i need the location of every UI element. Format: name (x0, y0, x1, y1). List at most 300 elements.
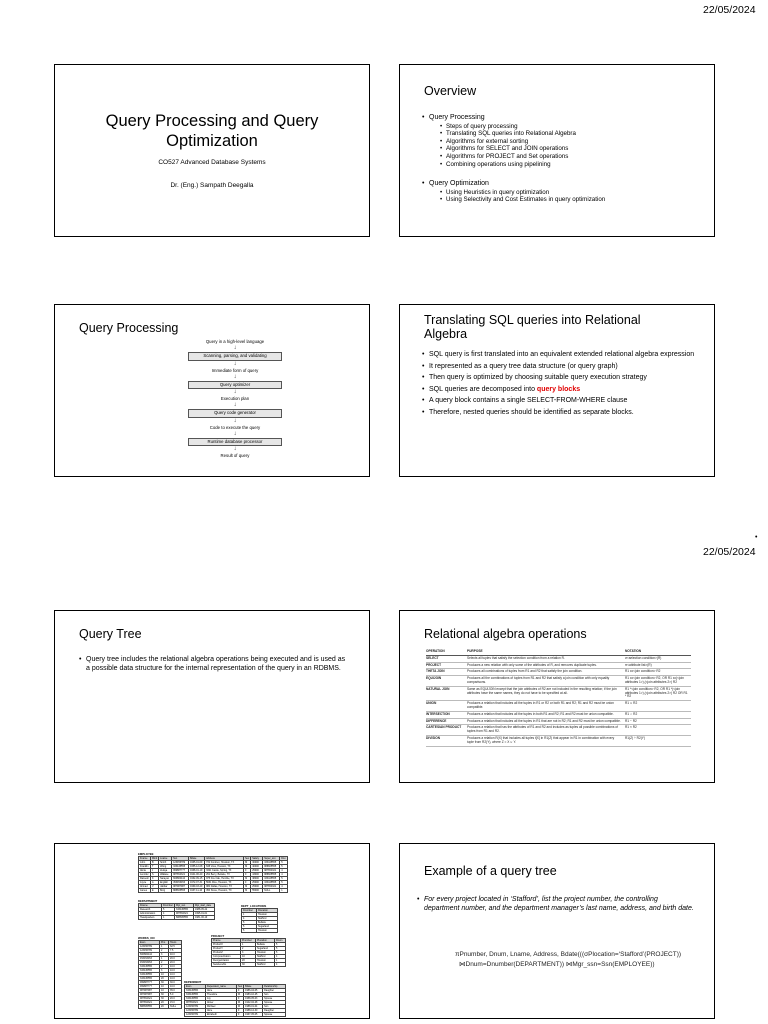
table-cell: 38000 (251, 877, 263, 881)
table-cell: Sugarland (256, 947, 275, 951)
table-cell: M (237, 1005, 244, 1009)
relational-algebra-expression (455, 950, 685, 970)
table-cell: 123456789 (185, 1013, 206, 1017)
example-query-text: • For every project located in ‘Stafford’, list the project number, the controlling department number, and the department manager’s last name, address, and birth date. (424, 896, 694, 913)
table-cell: 987654321 (263, 869, 280, 873)
table-cell: 7.5 (169, 949, 182, 953)
table-cell: R1 ∩ R2 (625, 711, 691, 718)
table-cell: Stafford (256, 955, 275, 959)
list-item: • SQL query is first translated into an equivalent extended relational algebra expression (422, 351, 704, 360)
table-cell: 10.0 (169, 973, 182, 977)
table-cell: Headquarters (139, 916, 162, 920)
table-cell: 731 Fondren, Houston, TX (205, 861, 244, 865)
column-header: Essn (139, 941, 160, 945)
table-cell: 4 (242, 917, 257, 921)
table-cell: 975 Fire Oak, Humble, TX (205, 877, 244, 881)
table-cell: 333445555 (172, 865, 189, 869)
table-cell: 20 (160, 1001, 169, 1005)
table-row (139, 881, 288, 885)
table-cell: Houston (257, 929, 278, 933)
table-cell: 333445555 (139, 965, 160, 969)
bullet-list (422, 351, 704, 419)
table-cell: CARTESIAN PRODUCT (426, 725, 467, 736)
table-cell: 453453453 (139, 961, 160, 965)
table-cell: Alice (206, 989, 237, 993)
table-cell: R1 − R2 (625, 718, 691, 725)
table-cell: J (151, 869, 159, 873)
table-cell: 453453453 (172, 881, 189, 885)
table-cell: 30 (160, 997, 169, 1001)
table-cell: 1 (242, 913, 257, 917)
table-cell: 888665555 (172, 889, 189, 893)
table-cell: Stafford (257, 917, 278, 921)
table-cell: 5 (280, 861, 287, 865)
table-cell: 888665555 (263, 865, 280, 869)
slide-heading: Query Tree (79, 627, 142, 641)
table-cell: 666884444 (172, 877, 189, 881)
table-cell: 1986-04-05 (244, 989, 263, 993)
table-cell: M (237, 1001, 244, 1005)
list-item: • A query block contains a single SELECT-FROM-WHERE clause (422, 397, 704, 406)
column-header: Dname (139, 904, 162, 908)
table-row (426, 669, 691, 676)
table-cell: 20 (160, 977, 169, 981)
table-cell: Research (139, 908, 162, 912)
flow-box: Scanning, parsing, and validating (188, 352, 282, 361)
table-cell: 10 (160, 989, 169, 993)
table-cell: Daughter (263, 1009, 286, 1013)
table-cell: 4 (280, 885, 287, 889)
column-header: Pnumber (241, 939, 256, 943)
table-cell: THETA JOIN (426, 669, 467, 676)
table-cell: M (244, 889, 251, 893)
column-header: Essn (185, 985, 206, 989)
table-row (426, 676, 691, 687)
table-cell: 1965-01-09 (189, 861, 205, 865)
works-on-table (138, 940, 182, 1009)
table-cell: 10 (160, 973, 169, 977)
table-cell: John (139, 861, 151, 865)
table-cell: σ<selection condition>(R) (625, 655, 691, 662)
table-row (139, 869, 288, 873)
column-header: Salary (251, 857, 263, 861)
table-cell: 2 (160, 965, 169, 969)
table-cell: 1967-05-05 (244, 1013, 263, 1017)
table-cell: 999887777 (172, 869, 189, 873)
table-cell: Michael (206, 1005, 237, 1009)
table-cell: Produces a new relation with only some of the attributes of R, and removes duplicate tuples. (467, 662, 625, 669)
arrow-down-icon: ↓ (233, 417, 237, 424)
column-header: Relationship (263, 985, 286, 989)
slide-query-tree-example (399, 843, 715, 1019)
table-cell: DIFFERENCE (426, 718, 467, 725)
table-cell: 333445555 (185, 993, 206, 997)
table-cell: E (151, 889, 159, 893)
column-header: Dno (281, 857, 286, 860)
table-cell: 987654321 (263, 885, 280, 889)
slide-heading: Example of a query tree (424, 864, 557, 878)
table-cell: 666884444 (139, 953, 160, 957)
table-cell: 1962-09-15 (189, 877, 205, 881)
table-cell: 888665555 (263, 873, 280, 877)
query-processing-flowchart (170, 339, 300, 459)
table-cell: M (244, 885, 251, 889)
table-cell: 10 (241, 955, 256, 959)
course-name: CO527 Advanced Database Systems (158, 159, 266, 166)
dependent-table (184, 984, 286, 1017)
table-cell: 25000 (251, 869, 263, 873)
table-cell: 1 (241, 943, 256, 947)
table-cell: Stafford (256, 963, 275, 967)
flow-box: Runtime database processor (188, 438, 282, 447)
flow-box: Query code generator (188, 409, 282, 418)
table-cell: 987654321 (185, 1001, 206, 1005)
table-cell: Same as EQUIJOIN except that the join attributes of R2 are not included in the resulting relation; if the join attributes have the same names, they do not have to be specified at all. (467, 686, 625, 700)
list-item: • Algorithms for external sorting (440, 138, 702, 146)
table-label: WORKS_ON (138, 936, 155, 940)
table-row (139, 1005, 182, 1009)
arrow-down-icon: ↓ (233, 402, 237, 409)
table-cell: 5 (280, 881, 287, 885)
table-cell: NULL (169, 1005, 182, 1009)
column-header: Dnumber (242, 909, 257, 913)
table-cell: Jabbar (159, 885, 172, 889)
table-cell: F (237, 1013, 244, 1017)
table-cell: 987654321 (175, 912, 194, 916)
table-cell: Elizabeth (206, 1013, 237, 1017)
table-cell: M (244, 861, 251, 865)
table-cell: 5 (242, 925, 257, 929)
table-row (139, 912, 215, 916)
table-cell: 999887777 (139, 981, 160, 985)
slide-translating-sql (399, 304, 715, 477)
table-cell: F (244, 881, 251, 885)
table-row (139, 877, 288, 881)
table-cell: 55000 (251, 889, 263, 893)
slide-heading: Overview (424, 84, 477, 98)
table-cell: 4 (275, 963, 286, 967)
table-cell: 43000 (251, 873, 263, 877)
arrow-down-icon: ↓ (233, 360, 237, 367)
column-header: OPERATION (426, 650, 467, 655)
page-marker: • (755, 534, 758, 541)
list-item: • Query tree includes the relational algebra operations being executed and is used as a possible data structure for the internal representation of the query in an RDBMS. (79, 656, 349, 673)
table-cell: James (139, 889, 151, 893)
table-cell: 20.0 (169, 957, 182, 961)
table-cell: 10.0 (169, 969, 182, 973)
column-header: PURPOSE (467, 650, 625, 655)
table-cell: 999887777 (139, 985, 160, 989)
table-cell: Daughter (263, 989, 286, 993)
table-cell: 1988-12-30 (244, 1009, 263, 1013)
list-item-label: Query Optimization (429, 180, 489, 188)
table-cell: 888665555 (175, 916, 194, 920)
list-item: • Algorithms for PROJECT and Set operations (440, 153, 702, 161)
table-row (426, 662, 691, 669)
table-cell: 30 (160, 993, 169, 997)
table-cell: V (151, 885, 159, 889)
table-cell: 3321 Castle, Spring, TX (205, 869, 244, 873)
highlighted-term: query blocks (536, 385, 581, 393)
table-cell: 123456789 (172, 861, 189, 865)
table-cell: R1 ⋈<join condition> R2 (625, 669, 691, 676)
table-cell: 1988-05-22 (194, 908, 215, 912)
table-cell: English (159, 881, 172, 885)
list-item (422, 180, 702, 204)
table-cell: 5 (280, 865, 287, 869)
table-cell: 4 (162, 912, 175, 916)
table-cell: F (244, 869, 251, 873)
table-cell: 20 (160, 1005, 169, 1009)
arrow-down-icon: ↓ (233, 430, 237, 437)
table-label: DEPT_LOCATIONS (241, 904, 267, 908)
table-cell: Houston (257, 913, 278, 917)
table-cell: 1981-06-19 (194, 916, 215, 920)
column-header: Lname (159, 857, 172, 861)
column-header: Bdate (244, 985, 263, 989)
table-cell: 123456789 (185, 1009, 206, 1013)
table-cell: Selects all tuples that satisfy the selection condition from a relation R. (467, 655, 625, 662)
table-cell: 1942-02-28 (244, 1001, 263, 1005)
table-row (426, 735, 691, 746)
table-cell: Son (263, 1005, 286, 1009)
table-row (426, 655, 691, 662)
table-cell: R1 ⋈<join condition> R2, OR R1 ⋈(<join attributes 1>),(<join attributes 2>) R2 (625, 676, 691, 687)
department-table (138, 903, 215, 920)
table-cell: 1988-01-04 (244, 1005, 263, 1009)
table-cell: 10.0 (169, 985, 182, 989)
column-header: Pno (160, 941, 169, 945)
column-header: Fname (139, 857, 151, 861)
table-cell: Produces a relation that includes all the tuples in R1 or R2 or both R1 and R2; R1 and R2 must be union compatible. (467, 701, 625, 712)
table-cell: 3 (241, 951, 256, 955)
table-cell: 30000 (251, 861, 263, 865)
table-cell: S (151, 873, 159, 877)
table-cell: 5 (242, 929, 257, 933)
table-row (139, 873, 288, 877)
table-cell: ProductY (212, 947, 241, 951)
table-cell: Spouse (263, 1013, 286, 1017)
table-cell: 5 (280, 877, 287, 881)
table-cell: Sugarland (257, 925, 278, 929)
table-row (139, 908, 215, 912)
table-cell: Son (263, 993, 286, 997)
table-cell: Computerization (212, 955, 241, 959)
table-cell: 1 (160, 945, 169, 949)
page-date-top: 22/05/2024 (703, 4, 756, 16)
sub-list (429, 123, 702, 169)
table-cell: 333445555 (175, 908, 194, 912)
expression-line-2: ⋈Dnum=Dnumber(DEPARTMENT)) ⋈Mgr_ssn=Ssn(EMPLOYEE)) (459, 961, 655, 968)
table-cell: R1(Z) ÷ R2(Y) (625, 735, 691, 746)
table-cell: 3 (160, 969, 169, 973)
table-cell: T (151, 865, 159, 869)
sub-list (429, 189, 702, 204)
table-cell: 2 (241, 947, 256, 951)
table-cell: 333445555 (185, 997, 206, 1001)
table-cell: 291 Berry, Bellaire, TX (205, 873, 244, 877)
flow-text: Result of query (220, 453, 250, 459)
table-cell: 1 (160, 957, 169, 961)
table-cell: 333445555 (139, 977, 160, 981)
table-cell: M (237, 993, 244, 997)
table-cell: Smith (159, 861, 172, 865)
presentation-title: Query Processing and Query Optimization (105, 112, 319, 150)
column-header: Mgr_ssn (175, 904, 194, 908)
table-cell: NATURAL JOIN (426, 686, 467, 700)
slide-heading: Query Processing (79, 321, 179, 335)
table-cell: 987987987 (139, 993, 160, 997)
flow-text: Execution plan (220, 396, 250, 402)
table-cell: 333445555 (139, 969, 160, 973)
table-cell: 123456789 (139, 945, 160, 949)
table-cell: Alicia (139, 869, 151, 873)
table-cell: 20 (241, 959, 256, 963)
table-cell: M (244, 877, 251, 881)
table-cell: F (237, 1009, 244, 1013)
list-item (422, 114, 702, 168)
table-cell: NULL (263, 889, 280, 893)
table-cell: Wallace (159, 873, 172, 877)
table-cell: 10.0 (169, 977, 182, 981)
table-cell: F (237, 997, 244, 1001)
table-row (242, 929, 278, 933)
table-cell: 25000 (251, 881, 263, 885)
table-cell: 1 (280, 889, 287, 893)
flow-text: Code to execute the query (209, 424, 261, 430)
table-cell: 1958-05-03 (244, 997, 263, 1001)
table-cell: Houston (256, 959, 275, 963)
arrow-down-icon: ↓ (233, 373, 237, 380)
bullet-list (79, 656, 349, 674)
arrow-down-icon: ↓ (233, 389, 237, 396)
table-label: DEPENDENT (184, 980, 202, 984)
table-cell: Administration (139, 912, 162, 916)
table-cell: B (151, 861, 159, 865)
author-name: Dr. (Eng.) Sampath Deegalla (170, 182, 254, 189)
arrow-down-icon: ↓ (233, 345, 237, 351)
table-row (139, 916, 215, 920)
table-cell: Produces all combinations of tuples from R1 and R2 that satisfy the join condition. (467, 669, 625, 676)
column-header: Plocation (256, 939, 275, 943)
column-header: Sex (238, 985, 243, 988)
table-cell: 333445555 (263, 877, 280, 881)
table-cell: Produces a relation that has the attributes of R1 and R2 and includes as tuples all possible combinations of tuples from R1 and R2. (467, 725, 625, 736)
table-cell: 2 (160, 961, 169, 965)
table-cell: Reorganization (212, 959, 241, 963)
table-cell: K (151, 877, 159, 881)
table-cell: 10 (160, 985, 169, 989)
table-cell: Newbenefits (212, 963, 241, 967)
table-cell: 333445555 (263, 881, 280, 885)
table-label: EMPLOYEE (138, 852, 154, 856)
table-cell: Bellaire (257, 921, 278, 925)
table-header-row (139, 857, 288, 861)
table-cell: 1972-07-31 (189, 881, 205, 885)
column-header: Pname (212, 939, 241, 943)
table-cell: DIVISION (426, 735, 467, 746)
table-row (139, 865, 288, 869)
table-cell: 5 (275, 947, 286, 951)
table-label: DEPARTMENT (138, 899, 158, 903)
table-cell: 25000 (251, 885, 263, 889)
table-cell: R1 *<join condition> R2, OR R1 *(<join attributes 1>),(<join attributes 2>) R2 OR R1 * R2 (625, 686, 691, 700)
table-cell: ProductX (212, 943, 241, 947)
column-header: Dnum (275, 939, 286, 943)
table-cell: Ahmad (139, 885, 151, 889)
table-cell: 20.0 (169, 961, 182, 965)
table-cell: 1995-01-01 (194, 912, 215, 916)
table-cell: F (237, 989, 244, 993)
table-cell: 980 Dallas, Houston, TX (205, 885, 244, 889)
table-cell: 5 (242, 921, 257, 925)
table-cell: 1955-12-08 (189, 865, 205, 869)
table-cell: Jennifer (140, 873, 149, 876)
table-cell: 1 (275, 959, 286, 963)
slide-overview (399, 64, 715, 237)
table-cell: Franklin (140, 865, 149, 868)
table-cell: SELECT (426, 655, 467, 662)
expression-line-1: πPnumber, Dnum, Lname, Address, Bdate(((σPlocation=‘Stafford’(PROJECT)) (455, 951, 682, 958)
list-item (422, 386, 704, 395)
table-cell: Wong (159, 865, 172, 869)
list-item: • Combining operations using pipelining (440, 161, 702, 169)
table-row (426, 686, 691, 700)
table-cell: 20.0 (169, 997, 182, 1001)
table-cell: 450 Stone, Houston, TX (205, 889, 244, 893)
table-row (426, 701, 691, 712)
table-cell: Joyce (139, 881, 151, 885)
relational-algebra-table (426, 650, 691, 747)
table-cell: 987654321 (172, 873, 189, 877)
table-cell: π<attribute list>(R) (625, 662, 691, 669)
slide-heading: Translating SQL queries into Relational Algebra (424, 313, 641, 341)
table-cell: R1 ∪ R2 (625, 701, 691, 712)
column-header: Minit (152, 857, 158, 860)
table-cell: 987654321 (139, 997, 160, 1001)
table-cell: 30.0 (169, 981, 182, 985)
table-cell: 1 (162, 916, 175, 920)
table-cell: Ramesh (140, 877, 149, 880)
table-cell: Bellaire (256, 943, 275, 947)
table-cell: 888665555 (139, 1005, 160, 1009)
dept-locations-table (241, 908, 278, 933)
table-cell: 638 Voss, Houston, TX (205, 865, 244, 869)
table-cell: 10.0 (169, 965, 182, 969)
table-cell: 333445555 (185, 989, 206, 993)
flow-text: Immediate form of query (211, 367, 259, 373)
list-item: • Translating SQL queries into Relational Algebra (440, 130, 702, 138)
flow-box: Query optimizer (188, 381, 282, 390)
table-cell: 1983-10-25 (244, 993, 263, 997)
list-item: • It represented as a query tree data structure (or query graph) (422, 363, 704, 372)
table-cell: 453453453 (139, 957, 160, 961)
table-cell: Produces all the combinations of tuples from R1 and R2 that satisfy a join condition with only equality comparisons. (467, 676, 625, 687)
table-cell: F (244, 873, 251, 877)
table-row (139, 861, 288, 865)
slide-heading: Relational algebra operations (424, 627, 587, 641)
table-cell: EQUIJOIN (426, 676, 467, 687)
table-row (426, 718, 691, 725)
column-header: Dlocation (257, 909, 278, 913)
table-cell: Theodore (206, 993, 237, 997)
table-cell: Alice (206, 1009, 237, 1013)
column-header: Dependent_name (206, 985, 237, 989)
project-table (211, 938, 286, 967)
column-header: Hours (169, 941, 182, 945)
table-cell: 30 (241, 963, 256, 967)
slide-title (54, 64, 370, 237)
